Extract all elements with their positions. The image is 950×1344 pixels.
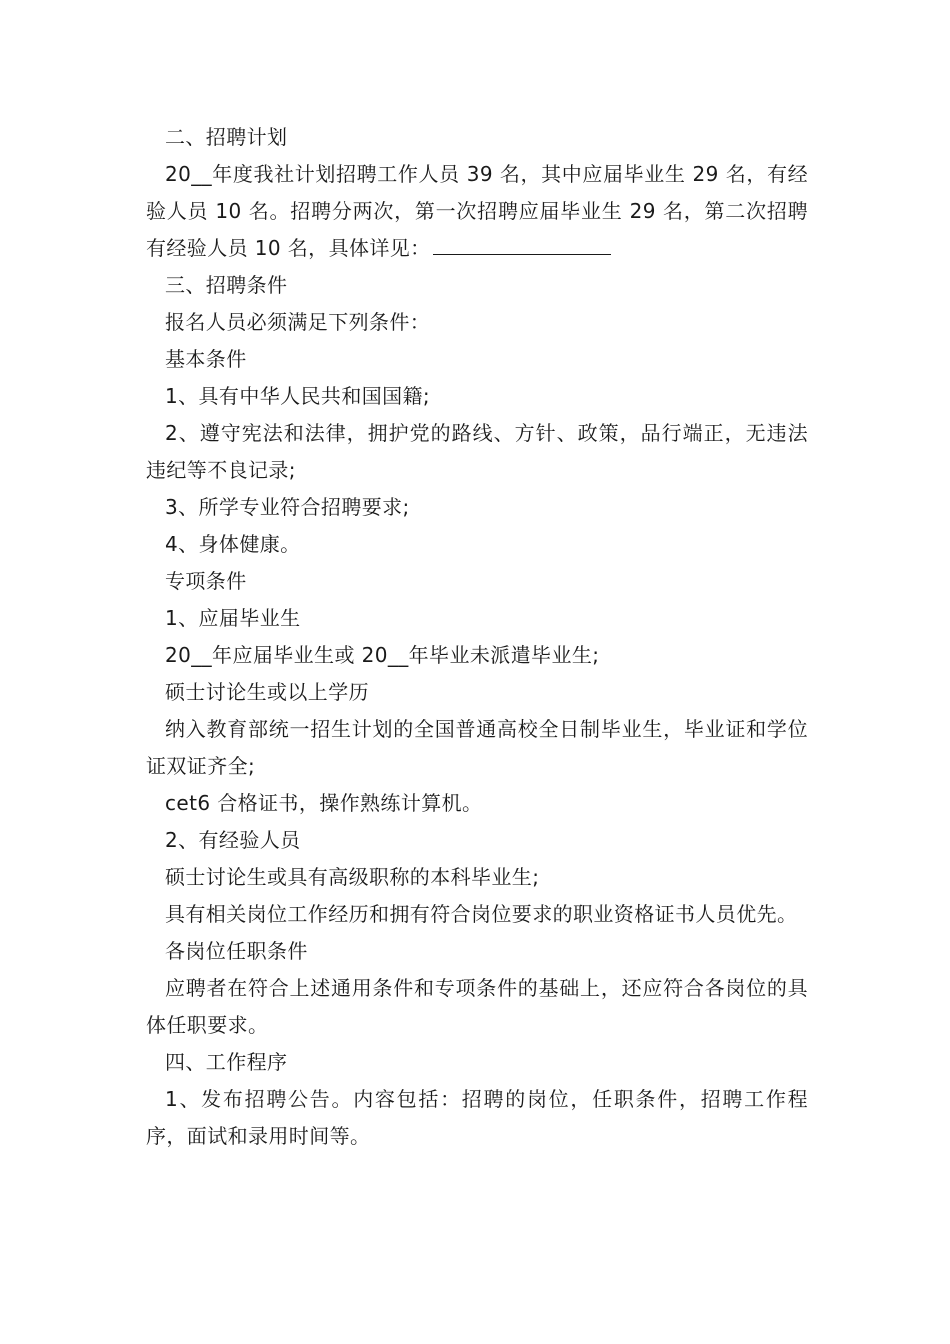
graduates-enrollment-requirement: 纳入教育部统一招生计划的全国普通高校全日制毕业生，毕业证和学位证双证齐全; — [146, 717, 808, 778]
special-condition-graduates: 1、应届毕业生 — [165, 606, 301, 630]
special-condition-experienced: 2、有经验人员 — [165, 828, 301, 852]
graduates-year-requirement: 20__年应届毕业生或 20__年毕业未派遣毕业生; — [165, 643, 600, 667]
experienced-priority-note: 具有相关岗位工作经历和拥有符合岗位要求的职业资格证书人员优先。 — [165, 902, 798, 926]
subheading-position-conditions: 各岗位任职条件 — [165, 939, 308, 963]
subheading-special-conditions: 专项条件 — [165, 569, 247, 593]
fill-in-blank — [433, 232, 611, 255]
heading-recruitment-conditions: 三、招聘条件 — [165, 273, 288, 297]
subheading-basic-conditions: 基本条件 — [165, 347, 247, 371]
basic-condition-2: 2、遵守宪法和法律，拥护党的路线、方针、政策，品行端正，无违法违纪等不良记录; — [146, 421, 808, 482]
basic-condition-1: 1、具有中华人民共和国国籍; — [165, 384, 431, 408]
document-body — [146, 119, 808, 1155]
position-conditions-text: 应聘者在符合上述通用条件和专项条件的基础上，还应符合各岗位的具体任职要求。 — [146, 976, 808, 1037]
paragraph-conditions-intro: 报名人员必须满足下列条件： — [165, 310, 431, 334]
basic-condition-4: 4、身体健康。 — [165, 532, 301, 556]
graduates-degree-requirement: 硕士讨论生或以上学历 — [165, 680, 369, 704]
procedure-step-1: 1、发布招聘公告。内容包括：招聘的岗位，任职条件，招聘工作程序，面试和录用时间等。 — [146, 1087, 808, 1148]
basic-condition-3: 3、所学专业符合招聘要求; — [165, 495, 410, 519]
graduates-cet6-requirement: cet6 合格证书，操作熟练计算机。 — [165, 791, 483, 815]
heading-recruitment-plan: 二、招聘计划 — [165, 125, 288, 149]
experienced-degree-requirement: 硕士讨论生或具有高级职称的本科毕业生; — [165, 865, 540, 889]
heading-work-procedure: 四、工作程序 — [165, 1050, 288, 1074]
plan-details-text: 20__年度我社计划招聘工作人员 39 名，其中应届毕业生 29 名，有经验人员 10 名。招聘分两次，第一次招聘应届毕业生 29 名，第二次招聘有经验人员 10 名，具体详见： — [146, 162, 808, 260]
paragraph-plan-details — [146, 156, 808, 267]
